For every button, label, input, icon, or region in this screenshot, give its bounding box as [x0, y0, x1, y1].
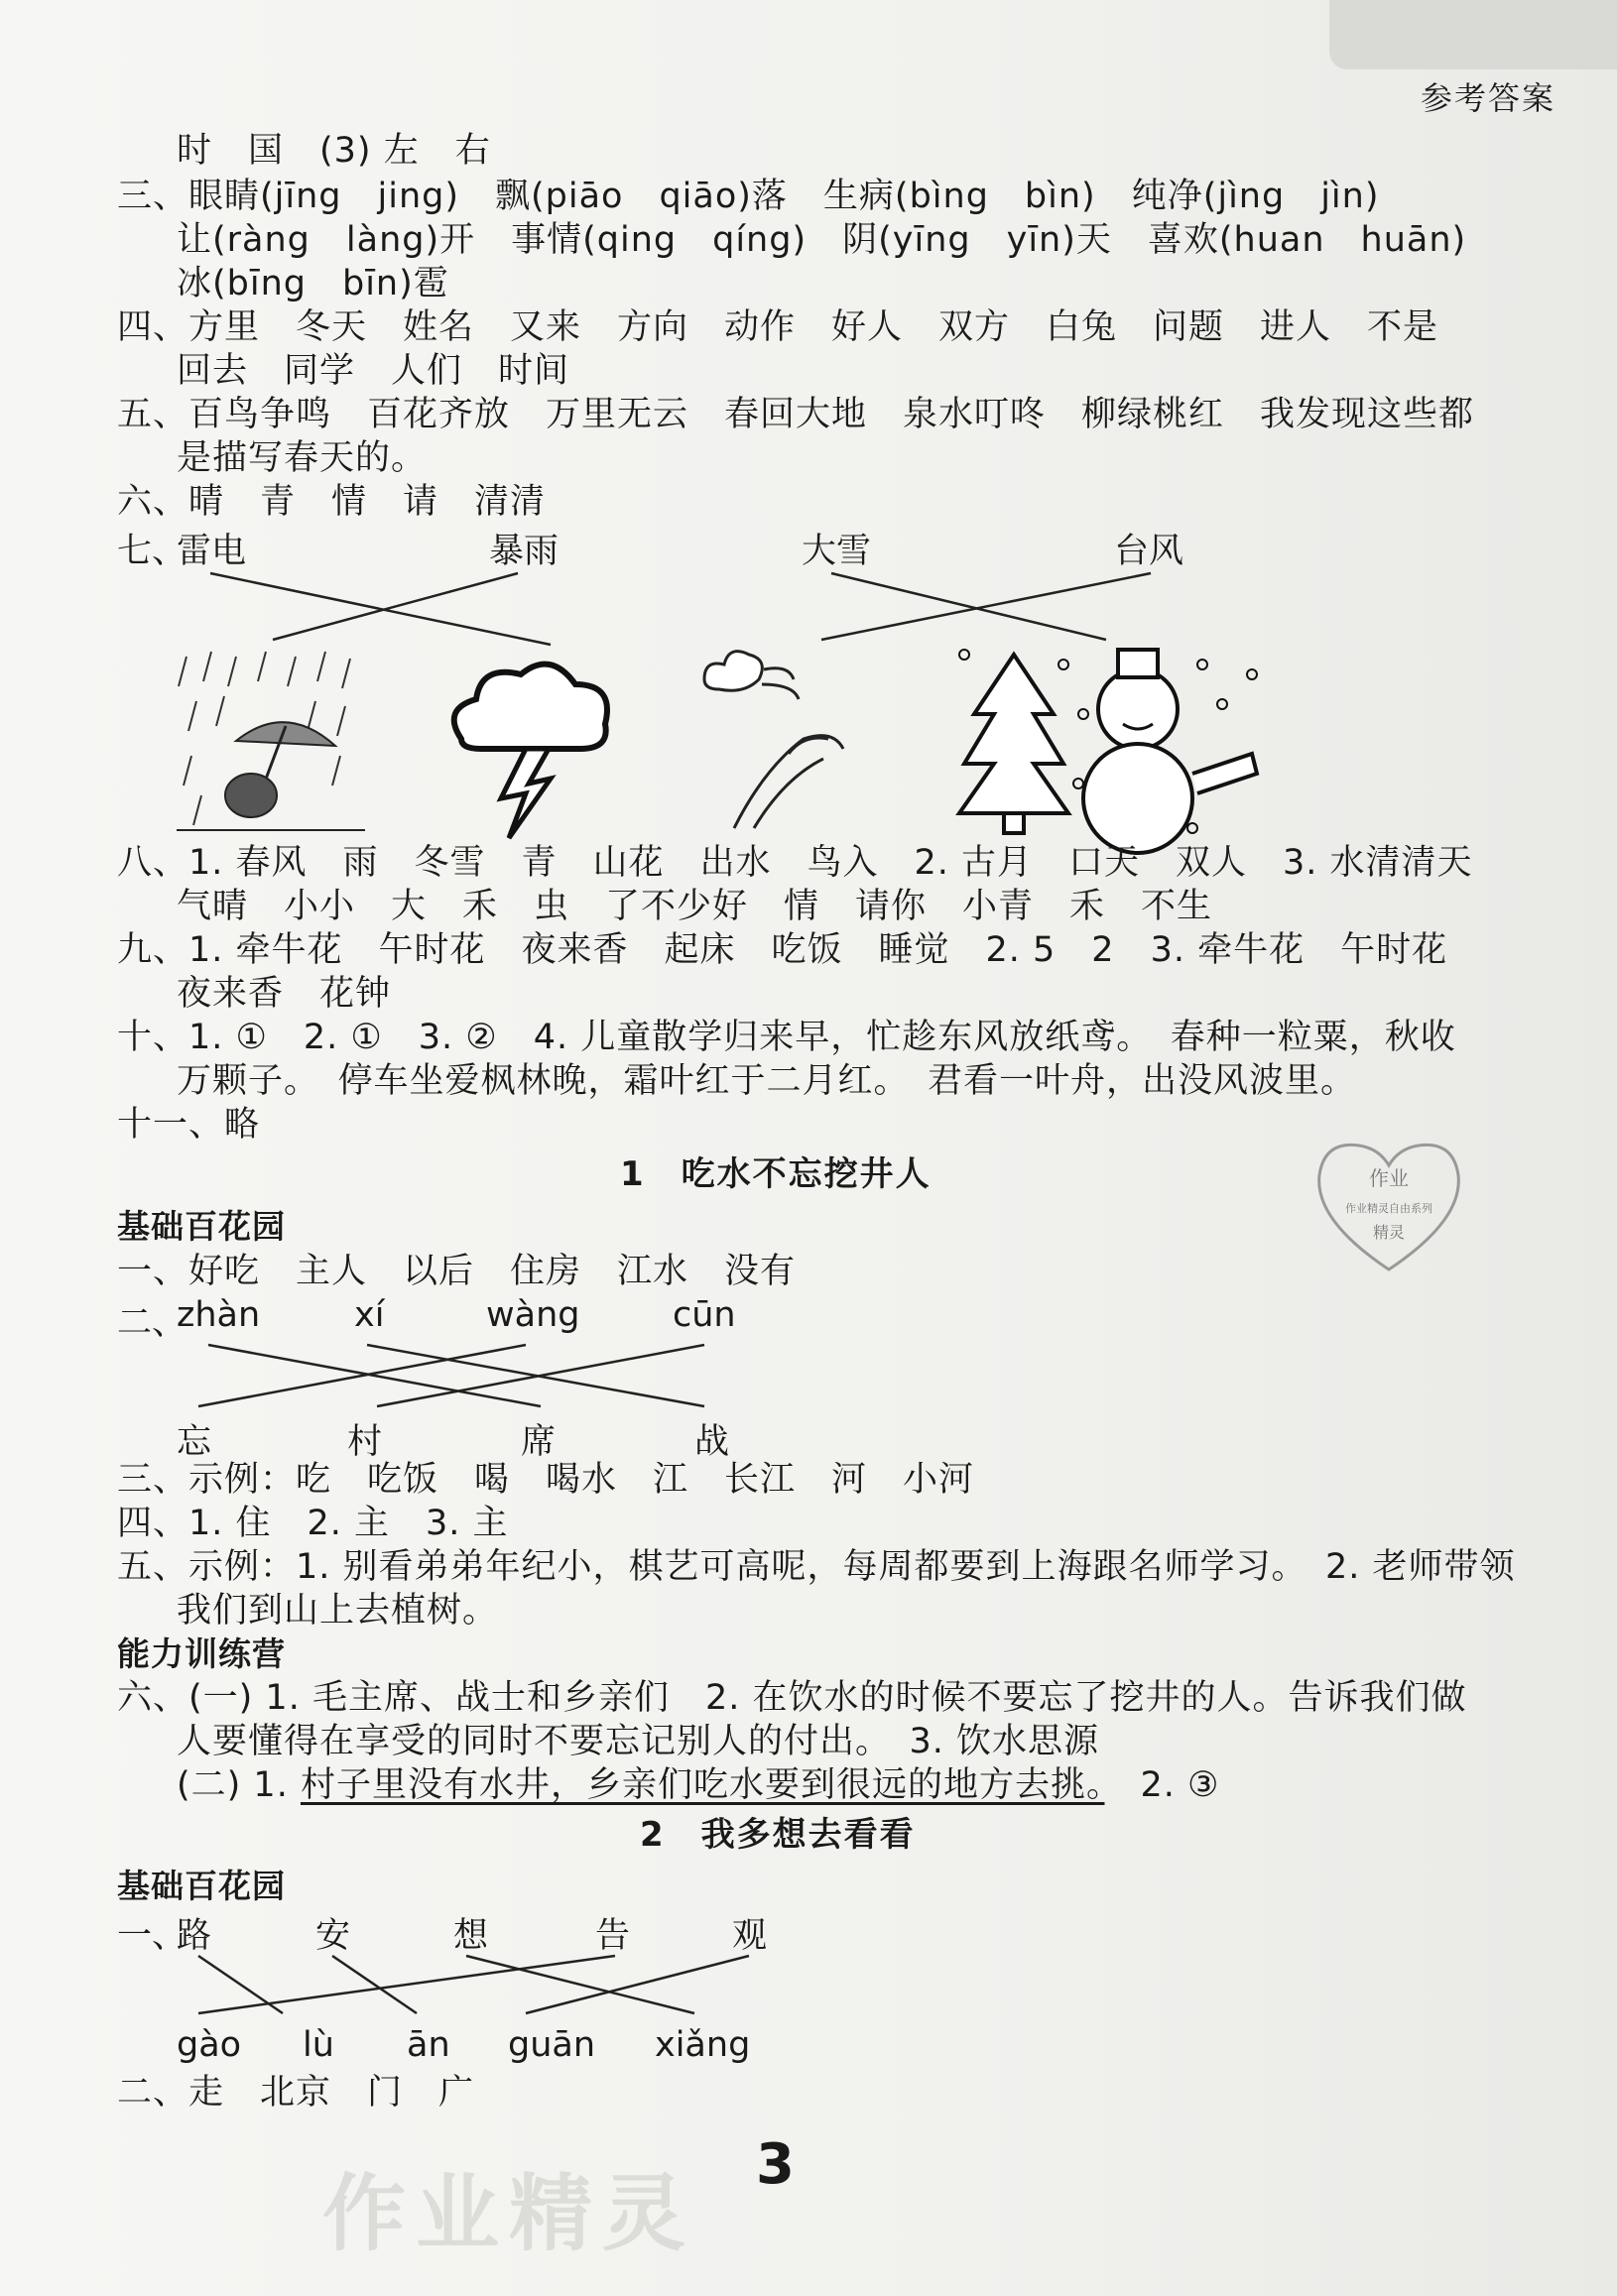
character-label: 村: [347, 1422, 383, 1462]
answer-line: 冰(bīng bīn)雹: [177, 264, 449, 303]
character-label: 忘: [177, 1422, 212, 1462]
pinyin-label: cūn: [673, 1295, 736, 1335]
stamp-bottom-text: 精灵: [1372, 1223, 1406, 1242]
section-heading: 基础百花园: [117, 1867, 286, 1905]
answer-line: 是描写春天的。: [177, 438, 428, 478]
answer-line: 四、1. 住 2. 主 3. 主: [117, 1504, 509, 1543]
answer-line: 让(ràng làng)开 事情(qing qíng) 阴(yīng yīn)天 喜欢(huan huān): [177, 220, 1467, 260]
character-label: 想: [453, 1916, 489, 1956]
watermark: 作业精灵: [322, 2165, 696, 2262]
weather-word: 雷电: [177, 532, 247, 571]
character-label: 安: [315, 1916, 351, 1956]
answer-line: 八、1. 春风 雨 冬雪 青 山花 出水 鸟入 2. 古月 口天 双人 3. 水清清天: [117, 843, 1473, 883]
answer-line: 十、1. ① 2. ① 3. ② 4. 儿童散学归来早，忙趁东风放纸鸢。 春种一粒粟，秋收: [117, 1018, 1456, 1057]
stamp-top-text: 作业: [1369, 1166, 1409, 1190]
answer-line: 九、1. 牵牛花 午时花 夜来香 起床 吃饭 睡觉 2. 5 2 3. 牵牛花 午时花: [117, 930, 1448, 970]
answer-line: 三、示例：吃 吃饭 喝 喝水 江 长江 河 小河: [117, 1460, 975, 1500]
page-number: 3: [756, 2132, 795, 2197]
answer-line: 一、好吃 主人 以后 住房 江水 没有: [117, 1252, 797, 1291]
answer-line: 人要懂得在享受的同时不要忘记别人的付出。 3. 饮水思源: [177, 1722, 1100, 1761]
section-heading: 能力训练营: [117, 1634, 286, 1673]
answer-line: 我们到山上去植树。: [177, 1591, 499, 1631]
pinyin-label: ān: [407, 2025, 450, 2065]
pinyin-label: zhàn: [177, 1295, 261, 1335]
answer-line: 二、走 北京 门 广: [117, 2073, 475, 2113]
answer-line: 夜来香 花钟: [177, 974, 392, 1014]
section-heading: 基础百花园: [117, 1207, 286, 1246]
answer-line: 气晴 小小 大 禾 虫 了不少好 情 请你 小青 禾 不生: [177, 887, 1213, 926]
lesson-1-title: 1 吃水不忘挖井人: [620, 1154, 932, 1194]
underlined-answer: 村子里没有水井，乡亲们吃水要到很远的地方去挑。: [300, 1765, 1105, 1805]
pinyin-label: guān: [508, 2025, 596, 2065]
answer-part: 2. ③: [1104, 1765, 1220, 1805]
pinyin-label: xiǎng: [655, 2025, 751, 2065]
pinyin-label: lù: [303, 2025, 334, 2065]
character-label: 席: [521, 1422, 557, 1462]
answer-line: 四、方里 冬天 姓名 又来 方向 动作 好人 双方 白兔 问题 进人 不是: [117, 307, 1439, 347]
answer-line: 三、眼睛(jīng jing) 飘(piāo qiāo)落 生病(bìng bìn) 纯净(jìng jìn): [117, 177, 1380, 216]
answer-line: 时 国 (3) 左 右: [177, 131, 491, 171]
pinyin-label: xí: [354, 1295, 385, 1335]
answer-line: 五、百鸟争鸣 百花齐放 万里无云 春回大地 泉水叮咚 柳绿桃红 我发现这些都: [117, 395, 1475, 434]
pinyin-label: wàng: [486, 1295, 580, 1335]
character-label: 路: [177, 1916, 212, 1956]
answer-line: 五、示例：1. 别看弟弟年纪小，棋艺可高呢，每周都要到上海跟名师学习。 2. 老师带领: [117, 1547, 1516, 1587]
pinyin-label: gào: [177, 2025, 242, 2065]
weather-word: 暴雨: [489, 532, 560, 571]
character-label: 观: [732, 1916, 768, 1956]
answer-line: 六、(一) 1. 毛主席、战士和乡亲们 2. 在饮水的时候不要忘了挖井的人。告诉我们做: [117, 1678, 1467, 1718]
section-prefix: 二、: [117, 1303, 187, 1343]
answer-line: 十一、略: [117, 1105, 261, 1145]
weather-word: 大雪: [802, 532, 872, 571]
section-7-prefix: 七、: [117, 532, 187, 571]
character-label: 告: [595, 1916, 631, 1956]
answer-line: 回去 同学 人们 时间: [177, 351, 570, 391]
answer-part: (二) 1.: [177, 1765, 301, 1805]
answer-line: 六、晴 青 情 请 清清: [117, 482, 547, 522]
answer-line: 万颗子。 停车坐爱枫林晚，霜叶红于二月红。 君看一叶舟，出没风波里。: [177, 1061, 1357, 1101]
weather-word: 台风: [1114, 532, 1184, 571]
stamp-mid-text: 作业精灵自由系列: [1345, 1202, 1432, 1215]
lesson-2-title: 2 我多想去看看: [640, 1815, 916, 1855]
page-header: 参考答案: [1420, 79, 1555, 117]
section-prefix: 一、: [117, 1916, 187, 1956]
character-label: 战: [694, 1422, 730, 1462]
